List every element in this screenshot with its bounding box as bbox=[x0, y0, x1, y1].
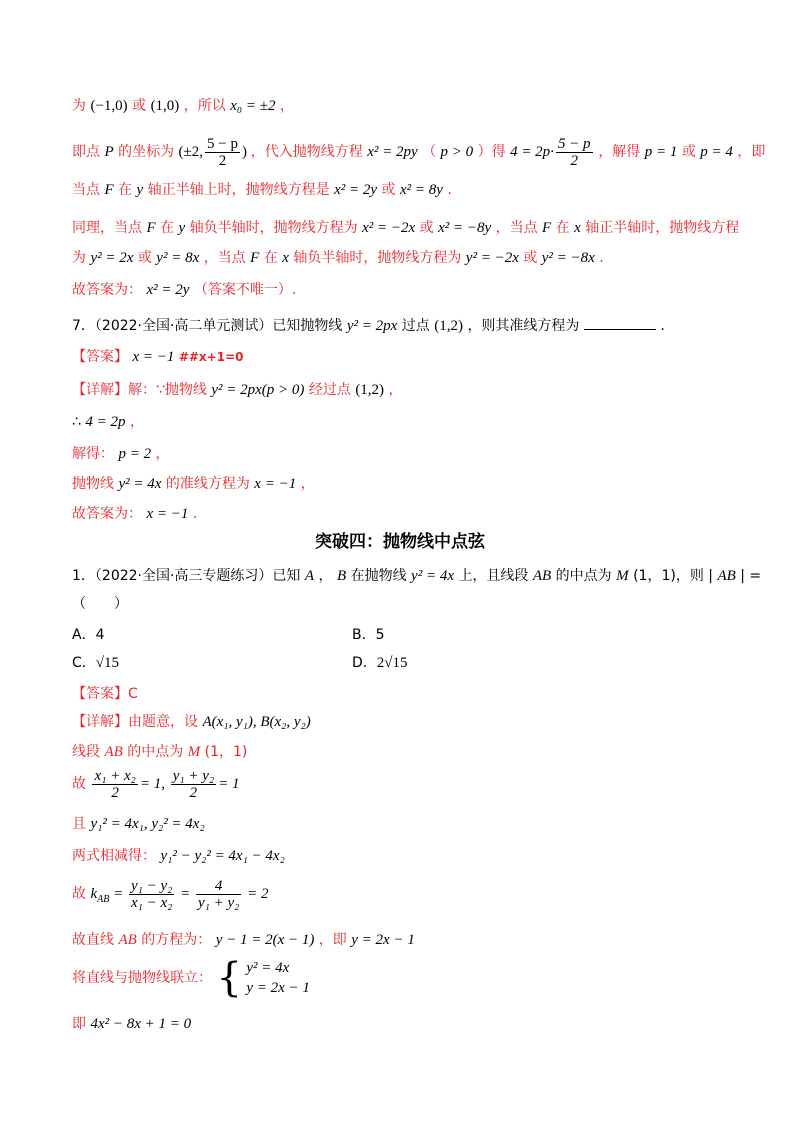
text: C． bbox=[72, 655, 96, 671]
math: x² = 2y bbox=[334, 182, 378, 198]
math: = 1, bbox=[139, 776, 165, 792]
text: . bbox=[447, 182, 452, 198]
answer-blank bbox=[584, 315, 656, 330]
text: 故直线 bbox=[72, 932, 119, 948]
math: = bbox=[176, 886, 194, 902]
text: 同理，当点 bbox=[72, 220, 147, 236]
text: . bbox=[192, 506, 198, 522]
numerator: x₁ + x₂ bbox=[94, 768, 136, 785]
text: 故答案为： bbox=[72, 282, 142, 298]
text: ， bbox=[279, 98, 294, 114]
text: 故 bbox=[72, 886, 91, 902]
math: 4 = 2p· bbox=[510, 144, 554, 160]
text: 轴负半轴时，抛物线方程为 bbox=[189, 220, 363, 236]
text: ， bbox=[300, 476, 315, 492]
denominator: 2 bbox=[189, 785, 198, 802]
text: 故答案为： bbox=[72, 506, 142, 522]
text: 线段 bbox=[72, 744, 105, 760]
text: 故 bbox=[72, 776, 91, 792]
numerator: 5 − p bbox=[207, 136, 238, 153]
text: ，即 bbox=[737, 144, 766, 160]
math: B bbox=[336, 568, 347, 584]
detail-1-line-4 bbox=[72, 814, 205, 834]
numerator: y₁ − y₂ bbox=[130, 878, 173, 895]
subscript: AB bbox=[97, 894, 110, 905]
fraction bbox=[92, 768, 137, 801]
text: ，当点 bbox=[203, 250, 251, 266]
math: (1,0) bbox=[150, 98, 180, 114]
detail-7-line-5 bbox=[72, 504, 197, 524]
text: 或 bbox=[132, 98, 151, 114]
detail-7-line-3 bbox=[72, 444, 170, 464]
math: AB bbox=[717, 568, 736, 584]
option-a: A．4 bbox=[72, 627, 105, 643]
detail-1-line-2 bbox=[72, 742, 247, 762]
math: P bbox=[104, 144, 114, 160]
numerator: 5 − p bbox=[557, 136, 591, 153]
text: 轴负半轴时，抛物线方程为 bbox=[293, 250, 466, 266]
text: . bbox=[660, 318, 665, 334]
math: 2√15 bbox=[376, 655, 408, 671]
detail-1-line-8 bbox=[72, 956, 310, 1000]
text: ，所以 bbox=[183, 98, 231, 114]
math: x = −1 bbox=[146, 506, 189, 522]
text: 轴正半轴时，抛物线方程 bbox=[585, 220, 740, 236]
text: ，即 bbox=[318, 932, 352, 948]
fraction bbox=[129, 878, 174, 911]
math: F bbox=[250, 250, 260, 266]
coord-P bbox=[178, 136, 251, 170]
text: 【详解】解：∵抛物线 bbox=[72, 382, 212, 398]
math: F bbox=[146, 220, 156, 236]
answer-7 bbox=[72, 347, 243, 367]
denominator: y₁ + y₂ bbox=[197, 895, 240, 912]
denominator: 2 bbox=[570, 153, 578, 170]
equation bbox=[510, 136, 598, 170]
numerator: 4 bbox=[196, 878, 241, 895]
math: y₁² = 4x₁, y₂² = 4x₂ bbox=[90, 816, 205, 832]
math: AB bbox=[532, 568, 552, 584]
denominator: x₁ − x₂ bbox=[130, 895, 173, 912]
math: (−1,0) bbox=[90, 98, 128, 114]
math: AB bbox=[118, 932, 137, 948]
text: ，当点 bbox=[495, 220, 543, 236]
text: 即 bbox=[72, 1016, 91, 1032]
solution-line-3 bbox=[72, 180, 452, 200]
text: 即点 bbox=[72, 144, 105, 160]
text: 1．（2022·全国·高三专题练习）已知 bbox=[72, 568, 305, 584]
math: AB bbox=[104, 744, 123, 760]
text: . bbox=[599, 250, 604, 266]
equation bbox=[90, 768, 240, 802]
text: 的中点为 bbox=[127, 744, 188, 760]
text: 两式相减得： bbox=[72, 848, 156, 864]
fraction bbox=[205, 136, 240, 169]
text: 或 bbox=[523, 250, 542, 266]
text: （答案不唯一）. bbox=[193, 282, 297, 298]
text: 【详解】由题意，设 bbox=[72, 714, 203, 730]
denominator: 2 bbox=[218, 153, 227, 170]
math: ) bbox=[241, 144, 247, 160]
denominator: 2 bbox=[111, 785, 119, 802]
math: x² = 2y bbox=[146, 282, 190, 298]
solution-line-5 bbox=[72, 248, 604, 268]
text: 在 bbox=[555, 220, 575, 236]
text: ，解得 bbox=[598, 144, 645, 160]
math: M bbox=[616, 568, 629, 584]
equation-1: y² = 4x bbox=[246, 960, 290, 976]
question-7 bbox=[72, 315, 665, 336]
text: 7．（2022·全国·高二单元测试）已知抛物线 bbox=[72, 318, 347, 334]
math: y₁² − y₂² = 4x₁ − 4x₂ bbox=[160, 848, 285, 864]
math: p = 4 bbox=[700, 144, 733, 160]
equation-2: y = 2x − 1 bbox=[246, 980, 310, 996]
text: 过点 bbox=[401, 318, 435, 334]
text: 抛物线 bbox=[72, 476, 119, 492]
math: y bbox=[178, 220, 186, 236]
text: ， bbox=[129, 414, 144, 430]
text: （ bbox=[422, 144, 437, 160]
math: 4x² − 8x + 1 = 0 bbox=[90, 1016, 192, 1032]
text: 解得： bbox=[72, 446, 114, 462]
math: (1,2) bbox=[355, 382, 385, 398]
text: ， bbox=[318, 568, 333, 584]
solution-line-4 bbox=[72, 218, 739, 238]
text: ，则其准线方程为 bbox=[467, 318, 580, 334]
math: = 1 bbox=[218, 776, 240, 792]
text: 的中点为 bbox=[555, 568, 617, 584]
text: 在 bbox=[160, 220, 179, 236]
math: p = 1 bbox=[644, 144, 678, 160]
math: = 2 bbox=[243, 886, 269, 902]
question-1-paren: （ ） bbox=[72, 596, 128, 612]
text: (1，1) bbox=[204, 744, 248, 760]
text: 在 bbox=[263, 250, 283, 266]
math: y − 1 = 2(x − 1) bbox=[215, 932, 315, 948]
math: x bbox=[282, 250, 289, 266]
option-c bbox=[72, 652, 119, 672]
detail-7-line-1 bbox=[72, 380, 403, 400]
math: x² = 8y bbox=[399, 182, 443, 198]
text: 当点 bbox=[72, 182, 105, 198]
text: 为 bbox=[72, 98, 86, 114]
math: F bbox=[104, 182, 114, 198]
math: = bbox=[109, 886, 127, 902]
left-brace-icon: { bbox=[216, 955, 242, 1001]
text: ##x+1=0 bbox=[178, 350, 244, 364]
math: A(x₁, y₁), B(x₂, y₂) bbox=[202, 714, 311, 730]
math: x bbox=[574, 220, 581, 236]
detail-1-line-7 bbox=[72, 930, 415, 950]
text: 上，且线段 bbox=[458, 568, 533, 584]
detail-1-line-3 bbox=[72, 766, 239, 802]
section-heading: 突破四：抛物线中点弦 bbox=[315, 532, 485, 552]
solution-line-1 bbox=[72, 96, 294, 116]
equation-system bbox=[246, 958, 310, 998]
math: y² = −2x bbox=[465, 250, 519, 266]
detail-1-line-5 bbox=[72, 846, 285, 866]
fraction bbox=[556, 136, 593, 169]
detail-1-line-9 bbox=[72, 1014, 191, 1034]
text: 且 bbox=[72, 816, 91, 832]
answer-1: 【答案】C bbox=[72, 686, 138, 702]
math: y² = −8x bbox=[541, 250, 595, 266]
detail-1-line-6 bbox=[72, 876, 268, 918]
text: ∴ bbox=[72, 414, 86, 430]
detail-7-line-2 bbox=[72, 412, 144, 432]
text: 为 bbox=[72, 250, 91, 266]
text: ， bbox=[155, 446, 170, 462]
math: y² = 8x bbox=[156, 250, 200, 266]
math: x² = −8y bbox=[438, 220, 492, 236]
detail-1-line-1 bbox=[72, 712, 311, 732]
text: 【答案】 bbox=[72, 349, 128, 365]
math: y² = 4x bbox=[411, 568, 454, 584]
math: x = −1 bbox=[132, 349, 175, 365]
math: x = −1 bbox=[254, 476, 297, 492]
text: 或 bbox=[419, 220, 439, 236]
text: 或 bbox=[137, 250, 157, 266]
math: (±2, bbox=[178, 144, 204, 160]
detail-7-line-4 bbox=[72, 474, 315, 494]
text: 的准线方程为 bbox=[165, 476, 255, 492]
math: y² = 2x bbox=[90, 250, 134, 266]
math: (1,2) bbox=[434, 318, 463, 334]
math: A bbox=[304, 568, 315, 584]
equation bbox=[90, 878, 269, 912]
math: 4 = 2p bbox=[85, 414, 126, 430]
text: 的方程为： bbox=[141, 932, 212, 948]
math: y = 2x − 1 bbox=[351, 932, 415, 948]
math: p = 2 bbox=[118, 446, 152, 462]
solution-line-2 bbox=[72, 134, 765, 170]
text: 经过点 bbox=[308, 382, 356, 398]
text: ）得 bbox=[477, 144, 506, 160]
text: 的坐标为 bbox=[118, 144, 175, 160]
text: (1，1)，则 | bbox=[633, 568, 713, 584]
text: D． bbox=[352, 655, 377, 671]
text: 或 bbox=[381, 182, 400, 198]
text: 或 bbox=[681, 144, 701, 160]
question-1 bbox=[72, 566, 761, 586]
math: k bbox=[90, 886, 98, 902]
math: M bbox=[187, 744, 201, 760]
math: y² = 2px(p > 0) bbox=[211, 382, 305, 398]
math: √15 bbox=[95, 655, 120, 671]
math: x² = 2py bbox=[367, 144, 418, 160]
fraction bbox=[171, 768, 216, 801]
math: y² = 4x bbox=[118, 476, 162, 492]
text: ，代入抛物线方程 bbox=[250, 144, 363, 160]
math: y² = 2px bbox=[346, 318, 398, 334]
solution-line-6 bbox=[72, 280, 296, 300]
text: ， bbox=[388, 382, 403, 398]
text: 在 bbox=[118, 182, 137, 198]
numerator: y₁ + y₂ bbox=[172, 768, 215, 785]
math: F bbox=[542, 220, 552, 236]
option-b: B．5 bbox=[352, 627, 385, 643]
option-d bbox=[352, 652, 408, 672]
math: x² = −2x bbox=[362, 220, 416, 236]
text: | = bbox=[740, 568, 762, 584]
text: 将直线与抛物线联立： bbox=[72, 970, 212, 986]
math: y bbox=[136, 182, 144, 198]
fraction bbox=[196, 878, 241, 911]
math: p > 0 bbox=[440, 144, 474, 160]
math: x₀ = ±2 bbox=[230, 98, 276, 114]
text: 在抛物线 bbox=[350, 568, 412, 584]
text: 轴正半轴上时，抛物线方程是 bbox=[147, 182, 335, 198]
